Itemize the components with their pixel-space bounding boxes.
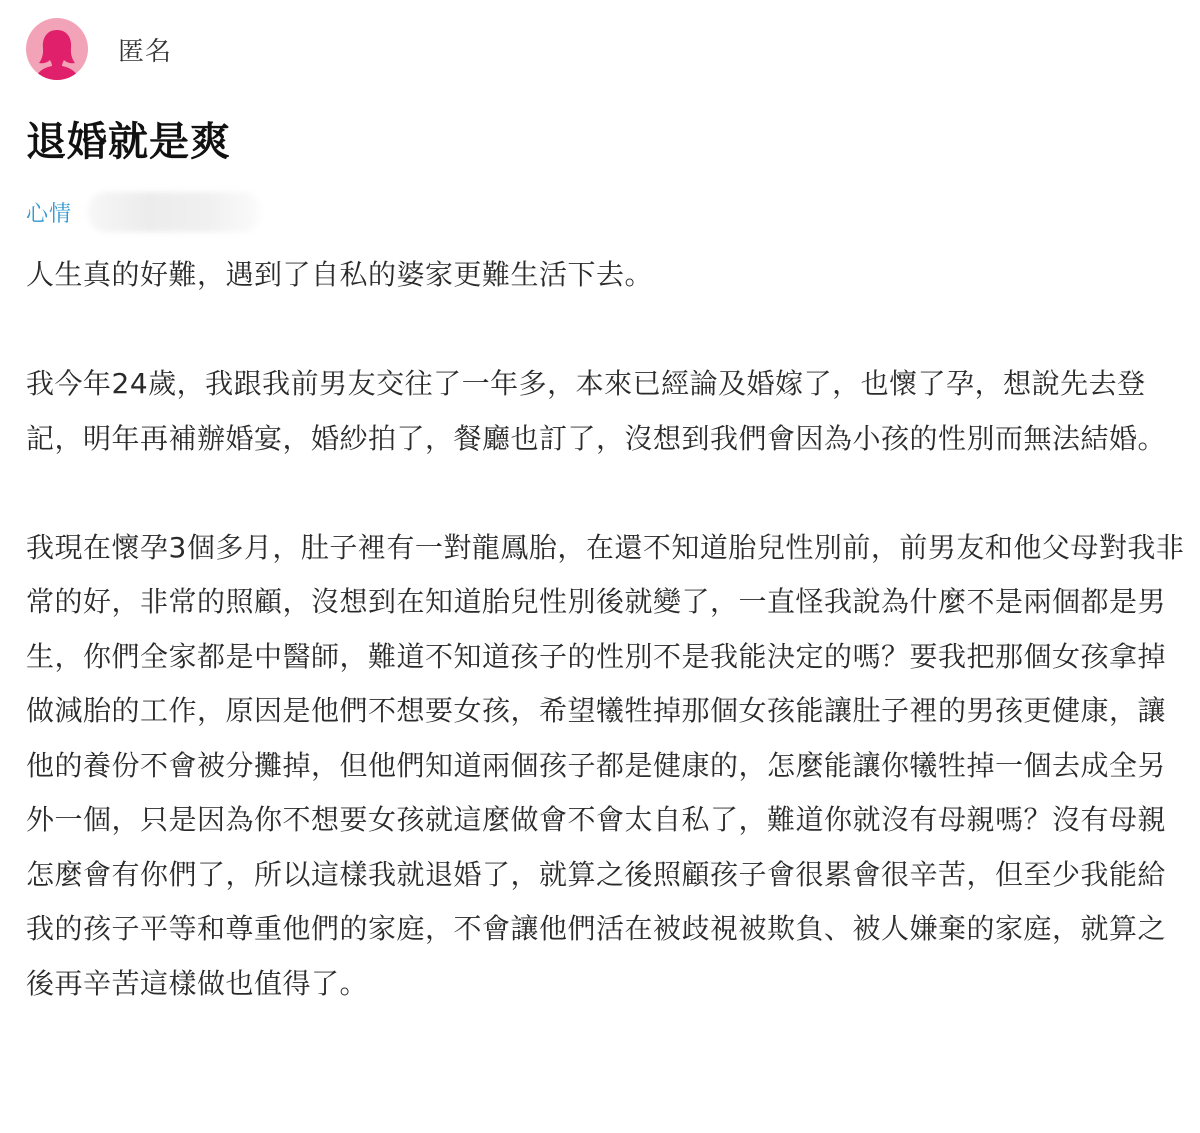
post-meta bbox=[26, 190, 260, 234]
post-title: 退婚就是爽 bbox=[26, 119, 231, 165]
paragraph-spacer bbox=[26, 466, 1186, 521]
post-body bbox=[26, 248, 1186, 1011]
author-name[interactable]: 匿名 bbox=[118, 36, 173, 67]
post-paragraph: 我今年24歲，我跟我前男友交往了一年多，本來已經論及婚嫁了，也懷了孕，想說先去登記，明年再補辦婚宴，婚紗拍了，餐廳也訂了，沒想到我們會因為小孩的性別而無法結婚。 bbox=[26, 367, 1167, 455]
paragraph-spacer bbox=[26, 303, 1186, 358]
category-link[interactable]: 心情 bbox=[26, 201, 73, 227]
post-paragraph: 我現在懷孕3個多月，肚子裡有一對龍鳳胎，在還不知道胎兒性別前，前男友和他父母對我非常的好，非常的照顧，沒想到在知道胎兒性別後就變了，一直怪我說為什麼不是兩個都是男生，你們全家都是中醫師，難道不知道孩子的性別不是我能決定的嗎？要我把那個女孩拿掉做減胎的工作，原因是他們不想要女孩，希望犧牲掉那個女孩能讓肚子裡的男孩更健康，讓他的養份不會被分攤掉，但他們知道兩個孩子都是健康的，怎麼能讓你犧牲掉一個去成全另外一個，只是因為你不想要女孩就這麼做會不會太自私了，難道你就沒有母親嗎？沒有母親怎麼會有你們了，所以這樣我就退婚了，就算之後照顧孩子會很累會很辛苦，但至少我能給我的孩子平等和尊重他們的家庭，不會讓他們活在被歧視被欺負、被人嫌棄的家庭，就算之後再辛苦這樣做也值得了。 bbox=[26, 530, 1185, 1000]
avatar[interactable] bbox=[26, 18, 88, 80]
redacted-timestamp bbox=[88, 192, 260, 232]
post-paragraph: 人生真的好難，遇到了自私的婆家更難生活下去。 bbox=[26, 258, 654, 291]
post-header bbox=[26, 17, 172, 81]
female-silhouette-icon bbox=[26, 18, 88, 80]
